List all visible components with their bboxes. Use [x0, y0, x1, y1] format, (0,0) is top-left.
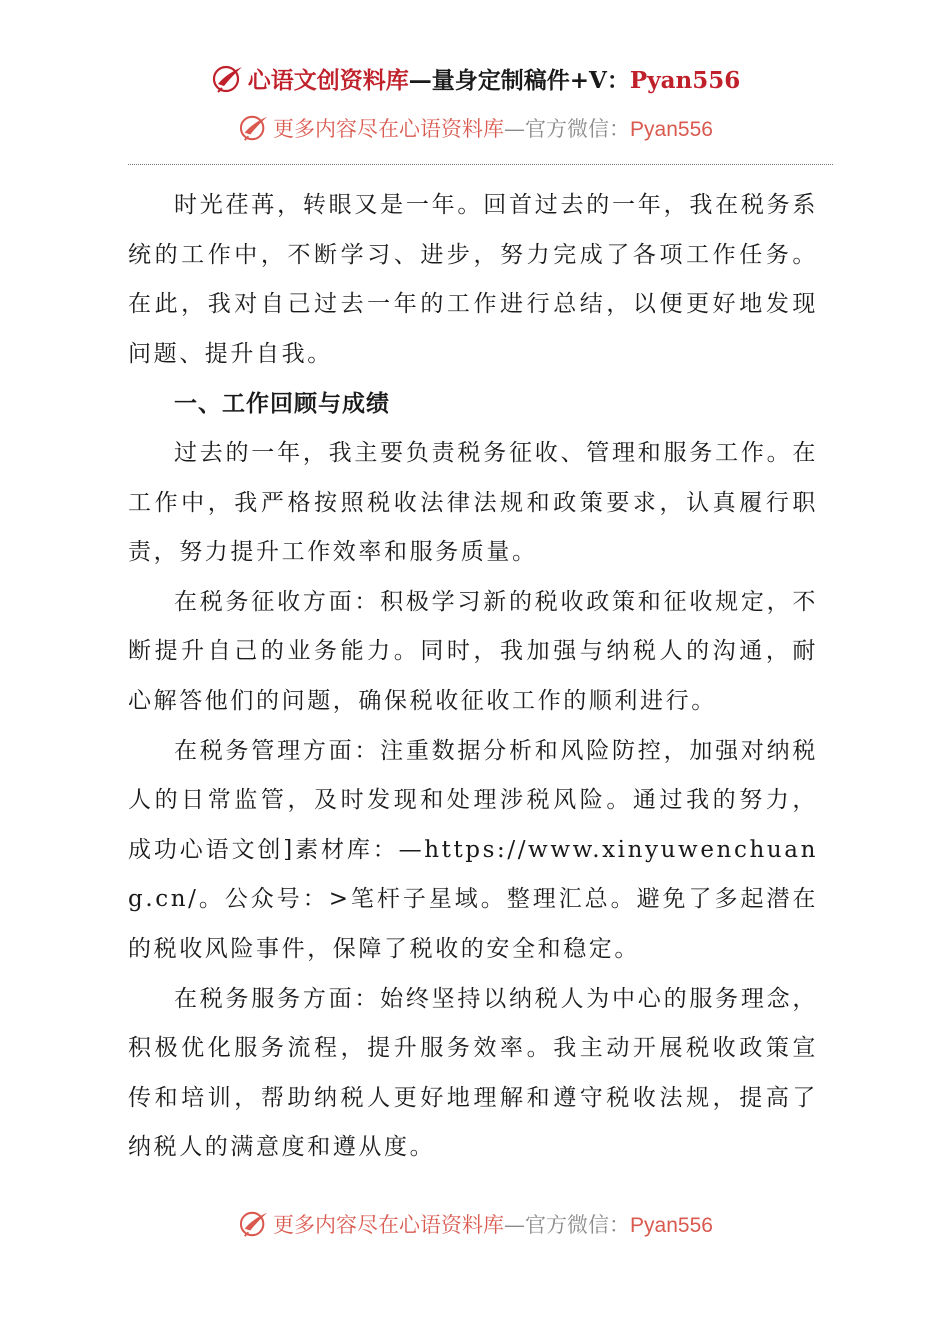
paragraph-overview: 过去的一年，我主要负责税务征收、管理和服务工作。在工作中，我严格按照税收法律法规和政策要求，认真履行职责，努力提升工作效率和服务质量。 — [128, 439, 818, 566]
footer-wechat-id: Pyan556 — [630, 1214, 713, 1237]
section-heading: 一、工作回顾与成绩 — [174, 390, 390, 417]
paragraph-collection: 在税务征收方面：积极学习新的税收政策和征收规定，不断提升自己的业务能力。同时，我加强与纳税人的沟通，耐心解答他们的问题，确保税收征收工作的顺利进行。 — [128, 588, 818, 714]
subheader-wechat-id: Pyan556 — [630, 118, 713, 141]
subheader-text: 更多内容尽在心语资料库 — [273, 117, 505, 141]
header-brand: 心语文创资料库 — [247, 67, 409, 94]
document-body — [128, 181, 818, 1173]
paragraph-intro: 时光荏苒，转眼又是一年。回首过去的一年，我在税务系统的工作中，不断学习、进步，努力完成了各项工作任务。在此，我对自己过去一年的工作进行总结，以便更好地发现问题、提升自我。 — [128, 192, 818, 367]
header-tagline: —量身定制稿件+V： — [408, 67, 630, 94]
header-divider — [128, 164, 833, 165]
header-wechat-id: Pyan556 — [629, 67, 741, 94]
quill-logo-icon — [237, 1210, 271, 1243]
quill-logo-icon — [210, 64, 246, 100]
footer-text: 更多内容尽在心语资料库 — [273, 1213, 505, 1237]
paragraph-management: 在税务管理方面：注重数据分析和风险防控，加强对纳税人的日常监管，及时发现和处理涉税风险。通过我的努力，成功心语文创]素材库：—https://www.xinyuwenchuang.cn/。公众号：>笔杆子星域。整理汇总。避免了多起潜在的税收风险事件，保障了税收的安全和稳定。 — [128, 737, 818, 962]
quill-logo-icon — [237, 114, 271, 147]
footer-line — [0, 1209, 950, 1243]
footer-label: —官方微信： — [504, 1213, 631, 1237]
header-line — [0, 62, 950, 100]
subheader-label: —官方微信： — [504, 117, 631, 141]
paragraph-service: 在税务服务方面：始终坚持以纳税人为中心的服务理念，积极优化服务流程，提升服务效率。我主动开展税收政策宣传和培训，帮助纳税人更好地理解和遵守税收法规，提高了纳税人的满意度和遵从度。 — [128, 985, 818, 1161]
subheader-line — [0, 113, 950, 147]
